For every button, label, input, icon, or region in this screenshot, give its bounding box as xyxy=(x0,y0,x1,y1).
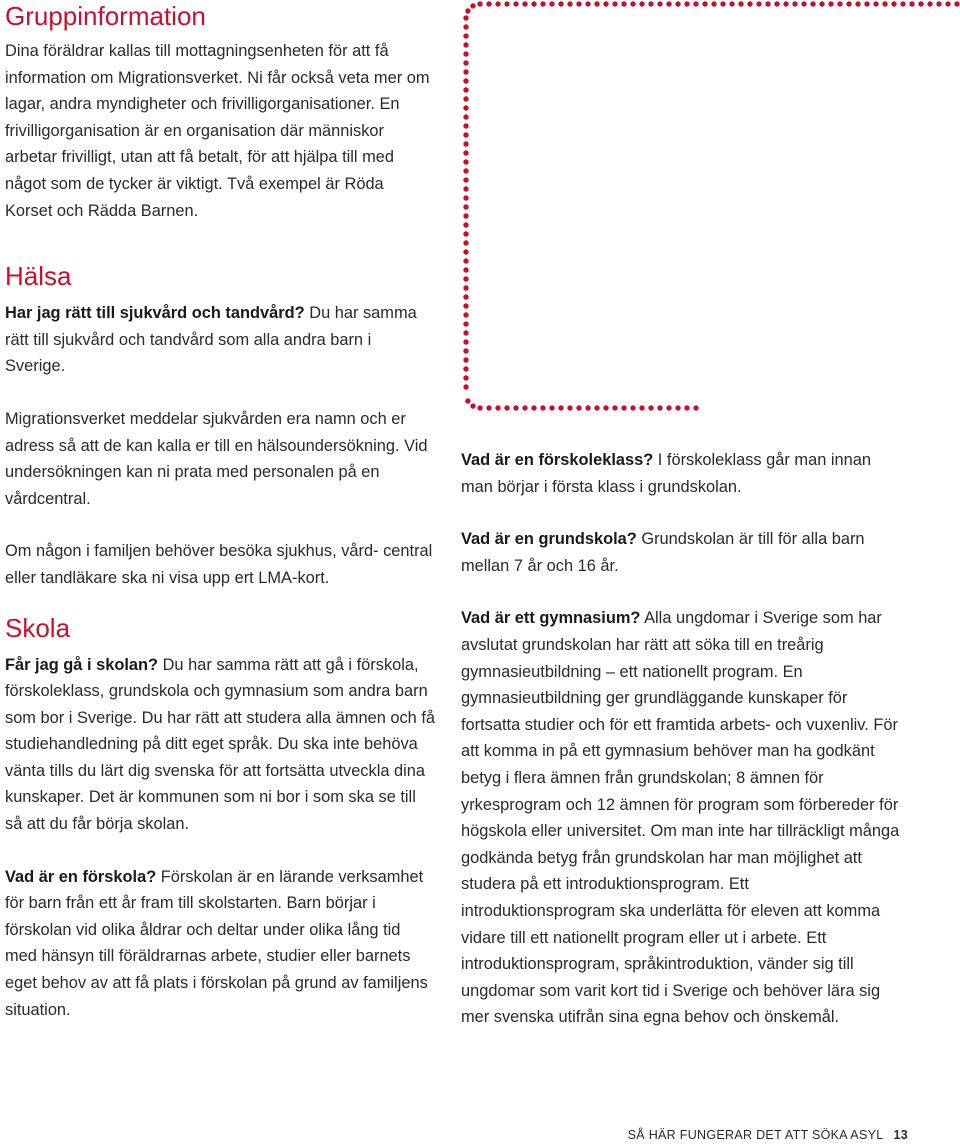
frame-dot xyxy=(936,1,941,6)
frame-dot xyxy=(558,1,563,6)
frame-dot xyxy=(675,405,680,410)
right-paragraph-forskoleklass xyxy=(461,447,901,500)
frame-dot xyxy=(684,1,689,6)
frame-dot xyxy=(603,405,608,410)
frame-dot xyxy=(463,168,468,173)
frame-dot xyxy=(810,1,815,6)
frame-dot xyxy=(729,1,734,6)
frame-dot xyxy=(504,405,509,410)
frame-dot xyxy=(504,1,509,6)
frame-dot xyxy=(463,294,468,299)
left-column xyxy=(5,0,435,1023)
section-heading-halsa: Hälsa xyxy=(5,261,72,292)
frame-dot xyxy=(463,321,468,326)
frame-dot xyxy=(954,1,959,6)
frame-dot xyxy=(603,1,608,6)
frame-dot xyxy=(765,1,770,6)
frame-dot xyxy=(463,312,468,317)
frame-dot xyxy=(747,1,752,6)
halsa-paragraph-3: Om någon i familjen behöver besöka sjukhus, vård- central eller tandläkare ska ni visa upp ert LMA-kort. xyxy=(5,542,433,587)
frame-dot xyxy=(463,222,468,227)
frame-dot xyxy=(463,51,468,56)
right-column xyxy=(461,447,901,1031)
frame-dot xyxy=(486,1,491,6)
answer-forskola: Förskolan är en lärande verksamhet för barn från ett år fram till skolstarten. Barn börjar i förskolan vid olika åldrar och deltar under olika lång tid med hänsyn till föräldrarnas arbete, studier eller barnets eget behov av att få plats i förskolan på grund av familjens situation. xyxy=(5,867,428,1019)
frame-dot xyxy=(621,1,626,6)
frame-dot xyxy=(783,1,788,6)
frame-dot xyxy=(513,1,518,6)
frame-dot xyxy=(648,405,653,410)
question-skolan: Får jag gå i skolan? xyxy=(5,655,159,674)
frame-dot xyxy=(837,1,842,6)
section-heading-gruppinformation: Gruppinformation xyxy=(5,1,206,31)
answer-skolan: Du har samma rätt att gå i förskola, förskoleklass, grundskola och gymnasium som andra barn som bor i Sverige. Du har rätt att studera alla ämnen och få studiehandledning på ditt eget språk. Du ska inte behöva vänta tills du lärt dig svenska för att fortsätta utveckla dina kunskaper. Det är kommunen som ni bor i som ska se till så att du får börja skolan. xyxy=(5,655,436,834)
frame-dot xyxy=(463,339,468,344)
frame-dot xyxy=(463,69,468,74)
frame-dot xyxy=(594,405,599,410)
frame-dot xyxy=(639,405,644,410)
frame-dot xyxy=(684,405,689,410)
frame-dot xyxy=(486,405,491,410)
skola-paragraph-2 xyxy=(5,864,435,1024)
answer-gymnasium: Alla ungdomar i Sverige som har avslutat grundskolan har rätt att söka till en treårig gymnasieutbildning – ett nationellt program. En gymnasieutbildning ger grundläggande kunskaper för fortsatta studier och för ett framtida arbets- och vuxenliv. För att komma in på ett gymnasium behöver man ha godkänt betyg i flera ämnen från grundskolan; 8 ämnen för yrkesprogram och 12 ämnen för program som förbereder för högskola eller universitet. Om man inte har tillräckligt många godkända betyg från grundskolan har man möjlighet att studera på ett introduktionsprogram. Ett introduktionsprogram ska underlätta för eleven att komma vidare till ett nationellt program eller ut i arbete. Ett introduktionsprogram, språkintroduktion, vänder sig till ungdomar som varit kort tid i Sverige och behöver lära sig mer svenska utifrån sina egna behov och önskemål. xyxy=(461,609,900,1027)
frame-dot xyxy=(463,366,468,371)
frame-dot xyxy=(576,405,581,410)
frame-dot xyxy=(630,1,635,6)
frame-dot xyxy=(463,24,468,29)
frame-dot xyxy=(463,285,468,290)
frame-dot xyxy=(639,1,644,6)
frame-dot xyxy=(463,123,468,128)
frame-dot xyxy=(463,42,468,47)
question-forskoleklass: Vad är en förskoleklass? xyxy=(461,451,654,469)
frame-dot xyxy=(470,403,475,408)
frame-dot xyxy=(463,96,468,101)
frame-dot xyxy=(612,405,617,410)
frame-dot xyxy=(463,87,468,92)
frame-dot xyxy=(465,8,470,13)
frame-dot xyxy=(702,1,707,6)
frame-dot xyxy=(465,398,470,403)
frame-dot xyxy=(648,1,653,6)
frame-dot xyxy=(463,240,468,245)
frame-dot xyxy=(463,267,468,272)
frame-dot xyxy=(657,405,662,410)
frame-dot xyxy=(463,159,468,164)
frame-dot xyxy=(576,1,581,6)
frame-dot xyxy=(463,375,468,380)
answer-forskoleklass: I förskoleklass går man innan man börjar i första klass i grundskolan. xyxy=(461,451,871,496)
decorative-dotted-frame xyxy=(462,0,960,412)
frame-dot xyxy=(531,1,536,6)
frame-dot xyxy=(463,105,468,110)
frame-dot xyxy=(657,1,662,6)
question-sjukvard: Har jag rätt till sjukvård och tandvård? xyxy=(5,304,305,323)
page-footer xyxy=(628,1128,908,1142)
frame-dot xyxy=(463,78,468,83)
frame-dot xyxy=(531,405,536,410)
halsa-paragraph-1 xyxy=(5,300,435,380)
frame-dot xyxy=(463,249,468,254)
frame-dot xyxy=(855,1,860,6)
frame-dot xyxy=(463,357,468,362)
frame-dot xyxy=(463,150,468,155)
frame-dot xyxy=(513,405,518,410)
frame-dot xyxy=(819,1,824,6)
frame-dot xyxy=(666,1,671,6)
frame-dot xyxy=(612,1,617,6)
frame-dot xyxy=(470,3,475,8)
frame-dot xyxy=(522,405,527,410)
right-paragraph-grundskola xyxy=(461,526,901,579)
frame-dot xyxy=(463,114,468,119)
frame-dot xyxy=(756,1,761,6)
frame-dot xyxy=(540,1,545,6)
skola-paragraph-1 xyxy=(5,652,435,838)
frame-dot xyxy=(463,141,468,146)
frame-dot xyxy=(900,1,905,6)
gruppinformation-paragraph: Dina föräldrar kallas till mottagningsenheten för att få information om Migrationsverket. Ni får också veta mer om lagar, andra myndigheter och frivilligorganisationer. En frivilligorganisation är en organisation där människor arbetar frivilligt, utan att få betalt, för att hjälpa till med något som de tycker är viktigt. Två exempel är Röda Korset och Rädda Barnen. xyxy=(5,42,430,220)
frame-dot xyxy=(738,1,743,6)
frame-dot xyxy=(463,60,468,65)
frame-dot xyxy=(846,1,851,6)
frame-dot xyxy=(463,258,468,263)
frame-dot xyxy=(909,1,914,6)
frame-dot xyxy=(693,405,698,410)
frame-dot xyxy=(463,33,468,38)
halsa-paragraph-2: Migrationsverket meddelar sjukvården era namn och er adress så att de kan kalla er till en hälsoundersökning. Vid undersökningen kan ni prata med personalen på en vårdcentral. xyxy=(5,409,428,508)
frame-dot xyxy=(585,405,590,410)
frame-dot xyxy=(567,405,572,410)
frame-dot xyxy=(666,405,671,410)
frame-dot xyxy=(522,1,527,6)
frame-dot xyxy=(463,276,468,281)
frame-dot xyxy=(463,186,468,191)
frame-dot xyxy=(463,15,468,20)
section-heading-skola: Skola xyxy=(5,612,71,643)
frame-dot xyxy=(567,1,572,6)
frame-dot xyxy=(594,1,599,6)
frame-dot xyxy=(945,1,950,6)
frame-dot xyxy=(495,1,500,6)
frame-dot xyxy=(463,348,468,353)
frame-dot xyxy=(463,132,468,137)
frame-dot xyxy=(463,384,468,389)
frame-dot xyxy=(711,1,716,6)
frame-dot xyxy=(675,1,680,6)
frame-dot xyxy=(549,1,554,6)
frame-dot xyxy=(463,177,468,182)
frame-dot xyxy=(463,213,468,218)
frame-dot xyxy=(585,1,590,6)
footer-title: SÅ HÄR FUNGERAR DET ATT SÖKA ASYL xyxy=(627,1128,884,1142)
frame-dot xyxy=(774,1,779,6)
frame-dot xyxy=(801,1,806,6)
frame-dot xyxy=(630,405,635,410)
frame-dot xyxy=(891,1,896,6)
question-forskola: Vad är en förskola? xyxy=(5,867,157,886)
frame-dot xyxy=(477,1,482,6)
frame-dot xyxy=(864,1,869,6)
frame-dot xyxy=(463,330,468,335)
frame-dot xyxy=(463,195,468,200)
frame-dot xyxy=(558,405,563,410)
question-gymnasium: Vad är ett gymnasium? xyxy=(461,609,641,628)
frame-dot xyxy=(495,405,500,410)
frame-dot xyxy=(549,405,554,410)
frame-dot xyxy=(540,405,545,410)
page-number: 13 xyxy=(893,1128,908,1142)
frame-dot xyxy=(828,1,833,6)
frame-dot xyxy=(792,1,797,6)
right-paragraph-gymnasium xyxy=(461,605,901,1031)
frame-dot xyxy=(463,231,468,236)
frame-dot xyxy=(693,1,698,6)
frame-dot xyxy=(927,1,932,6)
frame-dot xyxy=(477,405,482,410)
question-grundskola: Vad är en grundskola? xyxy=(461,530,637,549)
frame-dot xyxy=(720,1,725,6)
frame-dot xyxy=(621,405,626,410)
frame-dot xyxy=(918,1,923,6)
frame-dot xyxy=(463,303,468,308)
frame-dot xyxy=(882,1,887,6)
answer-grundskola: Grundskolan är till för alla barn mellan 7 år och 16 år. xyxy=(461,530,865,575)
frame-dot xyxy=(873,1,878,6)
frame-dot xyxy=(463,204,468,209)
answer-sjukvard: Du har samma rätt till sjukvård och tandvård som alla andra barn i Sverige. xyxy=(5,304,417,376)
